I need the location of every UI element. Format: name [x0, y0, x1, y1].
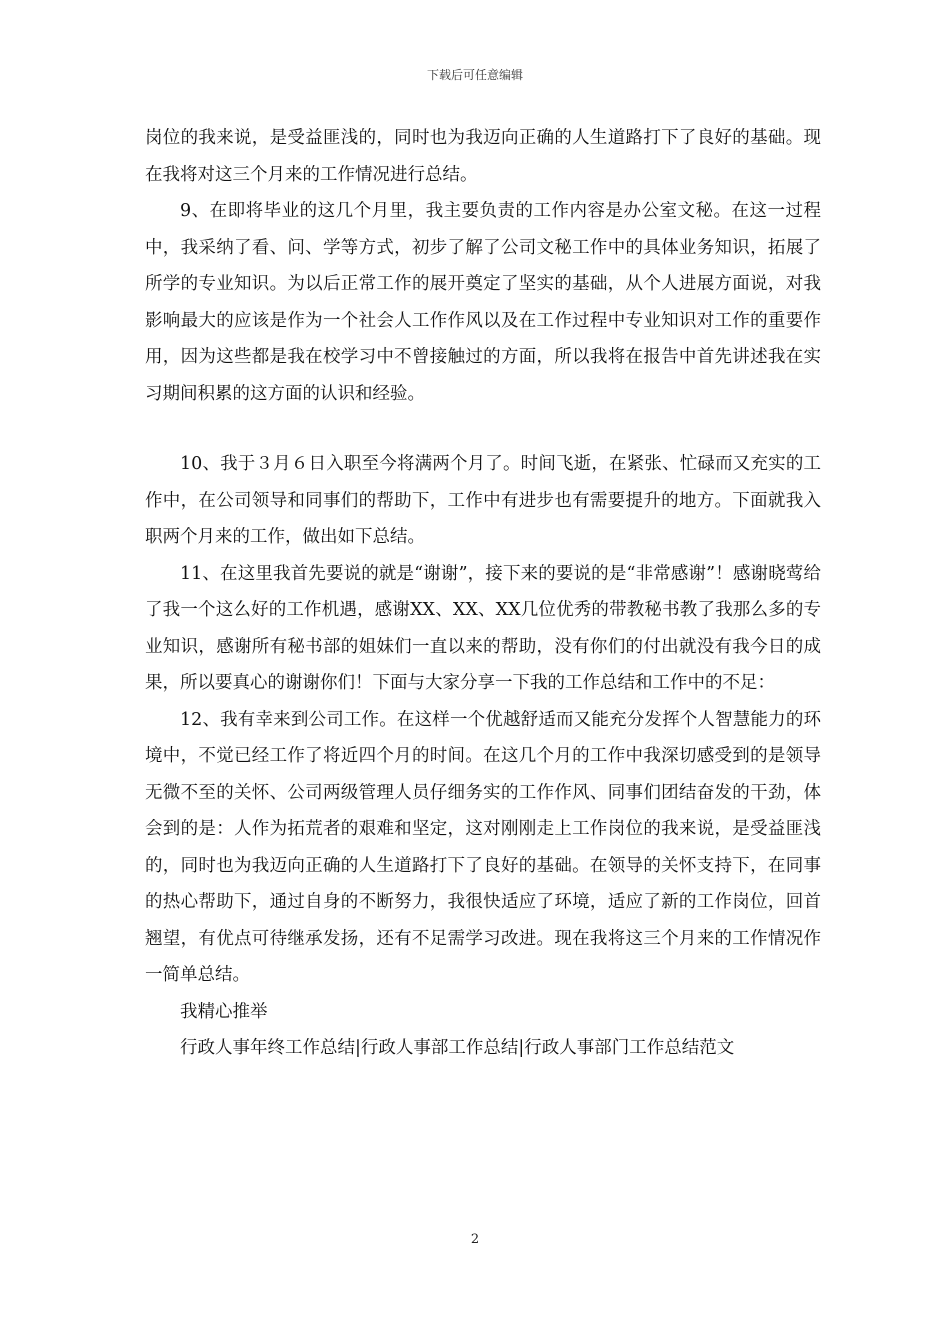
- paragraph-10: 10、我于３月６日入职至今将满两个月了。时间飞逝，在紧张、忙碌而又充实的工作中，在公司领导和同事们的帮助下，工作中有进步也有需要提升的地方。下面就我入职两个月来的工作，做出如下总结。: [145, 454, 821, 547]
- header-note: 下载后可任意编辑: [426, 68, 523, 82]
- paragraph-continuation: 岗位的我来说，是受益匪浅的，同时也为我迈向正确的人生道路打下了良好的基础。现在我将对这三个月来的工作情况进行总结。: [145, 128, 821, 185]
- recommend-title: 我精心推举: [180, 1001, 268, 1022]
- recommend-links[interactable]: 行政人事年终工作总结|行政人事部工作总结|行政人事部门工作总结范文: [180, 1038, 735, 1058]
- page-number: 2: [470, 1232, 480, 1247]
- document-body: [145, 120, 821, 1067]
- paragraph-11: 11、在这里我首先要说的就是“谢谢”，接下来的要说的是“非常感谢”！感谢晓莺给了我一个这么好的工作机遇，感谢XX、XX、XX几位优秀的带教秘书教了我那么多的专业知识，感谢所有秘书部的姐妹们一直以来的帮助，没有你们的付出就没有我今日的成果，所以要真心的谢谢你们！下面与大家分享一下我的工作总结和工作中的不足：: [145, 563, 821, 693]
- paragraph-12: 12、我有幸来到公司工作。在这样一个优越舒适而又能充分发挥个人智慧能力的环境中，不觉已经工作了将近四个月的时间。在这几个月的工作中我深切感受到的是领导无微不至的关怀、公司两级管理人员仔细务实的工作作风、同事们团结奋发的干劲，体会到的是：人作为拓荒者的艰难和坚定，这对刚刚走上工作岗位的我来说，是受益匪浅的，同时也为我迈向正确的人生道路打下了良好的基础。在领导的关怀支持下，在同事的热心帮助下，通过自身的不断努力，我很快适应了环境，适应了新的工作岗位，回首翘望，有优点可待继承发扬，还有不足需学习改进。现在我将这三个月来的工作情况作一简单总结。: [145, 709, 821, 985]
- paragraph-gap: [145, 412, 821, 446]
- paragraph-9: 9、在即将毕业的这几个月里，我主要负责的工作内容是办公室文秘。在这一过程中，我采纳了看、问、学等方式，初步了解了公司文秘工作中的具体业务知识，拓展了所学的专业知识。为以后正常工作的展开奠定了坚实的基础，从个人进展方面说，对我影响最大的应该是作为一个社会人工作作风以及在工作过程中专业知识对工作的重要作用，因为这些都是我在校学习中不曾接触过的方面，所以我将在报告中首先讲述我在实习期间积累的这方面的认识和经验。: [145, 201, 821, 404]
